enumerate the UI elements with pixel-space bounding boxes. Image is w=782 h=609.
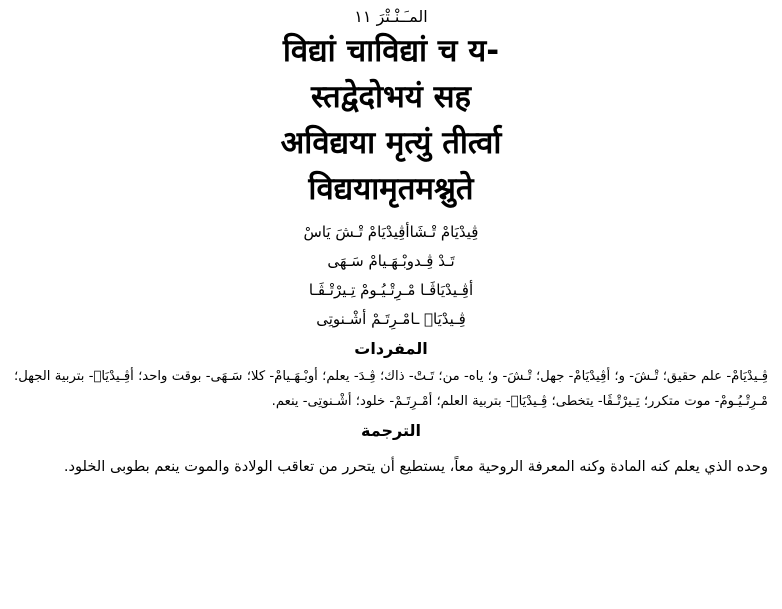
vocabulary-paragraph: ڤِـيدْيَامْ- علم حقيق؛ تْـشَ- و؛ أڤِيدْيَامْ- جهل؛ تْـشَ- و؛ ياه- من؛ تَـتْ- ذاك؛ ڤِـدَ- يعلم؛ أوبْـهَـيامْ- كلا؛ سَـهَى- بوقت واحد؛ أڤِـيدْيَاۤ- بتربية الجهل؛ مْـرِتْـيُـومْ- موت متكرر؛ تِـيرْتْـڤَا- يتخطى؛ ڤِـيدْيَاۤ- بتربية العلم؛ أمْـرِتَـمْ- خلود؛ أشْـنوتِى- ينعم. — [14, 369, 768, 409]
transliteration-line-1: ڤِيدْيَامْ تْـشَاأڤِيدْيَامْ تْـشَ يَاسْ — [303, 223, 479, 241]
sanskrit-line-1: विद्यां चाविद्यां च य- — [282, 33, 500, 69]
sanskrit-line-4: विद्ययामृतमश्नुते — [308, 171, 474, 207]
transliteration-line-4: ڤِـيدْيَاۤ ـامْـرِتَـمْ أشْـنوتِى — [316, 310, 466, 328]
translation-heading: الترجمة — [361, 421, 421, 440]
transliteration-block — [14, 218, 768, 334]
sanskrit-verse — [14, 28, 768, 212]
sanskrit-line-2: स्तद्वेदोभयं सह — [310, 79, 472, 115]
vocabulary-heading: المفردات — [354, 339, 428, 358]
sanskrit-line-3: अविद्यया मृत्युं तीर्त्वा — [280, 125, 502, 161]
verse-number: المـَـنْـتْرَ ١١ — [354, 7, 428, 26]
translation-paragraph: وحده الذي يعلم كنه المادة وكنه المعرفة الروحية معاً، يستطيع أن يتحرر من تعاقب الولادة والموت ينعم بطوبى الخلود. — [63, 458, 768, 475]
transliteration-line-3: أڤِـيدْيَاڤَـا مْـرِتْـيُـومْ تِـيرْتْـڤَـا — [308, 281, 474, 299]
transliteration-line-2: تَـدْ ڤِـدوبْـهَـيامْ سَـهَى — [327, 252, 455, 270]
